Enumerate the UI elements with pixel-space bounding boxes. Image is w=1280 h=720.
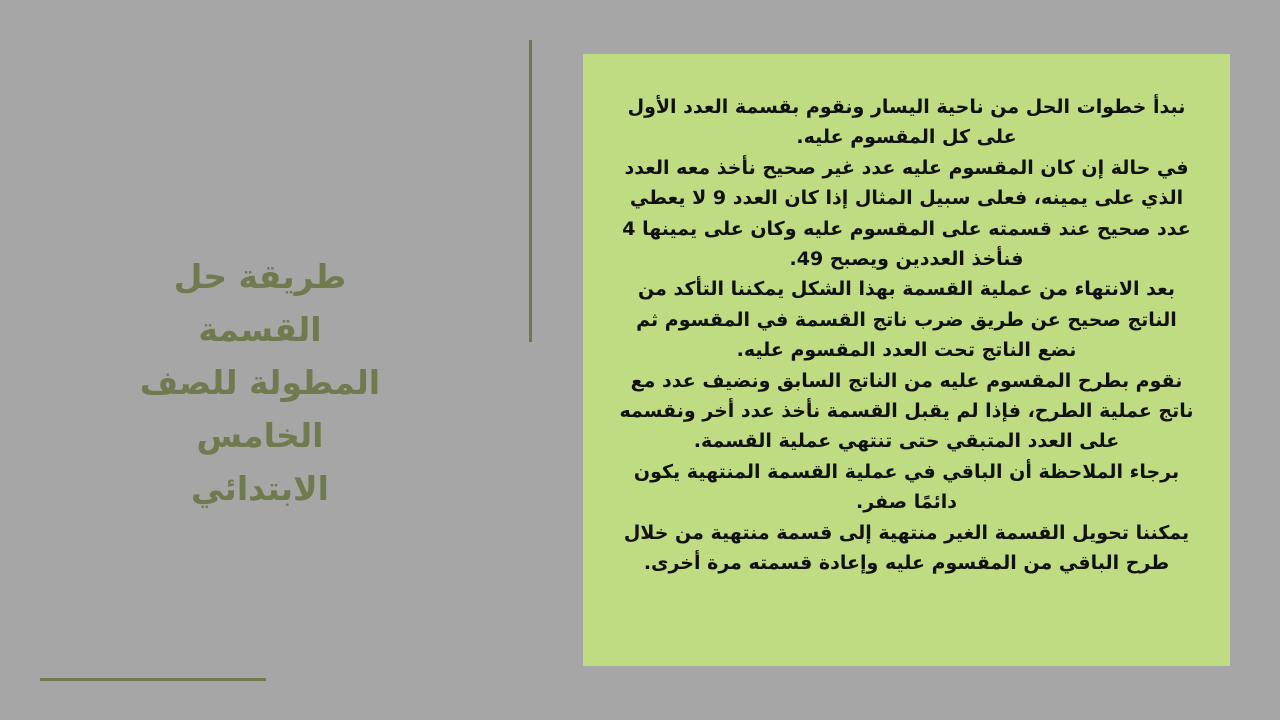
paragraph-1: نبدأ خطوات الحل من ناحية اليسار ونقوم بقسمة العدد الأول على كل المقسوم عليه. — [627, 96, 1186, 149]
title-line-1: طريقة حل — [173, 257, 347, 296]
content-text — [617, 92, 1196, 579]
paragraph-2: في حالة إن كان المقسوم عليه عدد غير صحيح نأخذ معه العدد الذي على يمينه، فعلى سبيل المثال إذا كان العدد 9 لا يعطي عدد صحيح عند قسمته على المقسوم عليه وكان على يمينها 4 فنأخذ العددين ويصبح 49. — [622, 156, 1191, 271]
title-line-4: الخامس — [196, 416, 324, 455]
paragraph-4: نقوم بطرح المقسوم عليه من الناتج السابق ونضيف عدد مع ناتج عملية الطرح، فإذا لم يقبل القسمة نأخذ عدد أخر ونقسمه على العدد المتبقي حتى تنتهي عملية القسمة. — [619, 369, 1194, 453]
slide-title — [110, 250, 410, 515]
paragraph-6: يمكننا تحويل القسمة الغير منتهية إلى قسمة منتهية من خلال طرح الباقي من المقسوم عليه وإعادة قسمته مرة أخرى. — [623, 521, 1190, 575]
title-line-2: القسمة — [198, 310, 322, 349]
paragraph-3: بعد الانتهاء من عملية القسمة بهذا الشكل يمكننا التأكد من الناتج صحيح عن طريق ضرب ناتج القسمة في المقسوم ثم نضع الناتج تحت العدد المقسوم عليه. — [636, 278, 1177, 362]
paragraph-5: برجاء الملاحظة أن الباقي في عملية القسمة المنتهية يكون دائمًا صفر. — [633, 460, 1180, 514]
content-panel — [583, 54, 1230, 666]
title-line-5: الابتدائي — [191, 469, 329, 508]
bottom-divider — [40, 678, 266, 681]
vertical-divider — [529, 40, 532, 342]
title-line-3: المطولة للصف — [139, 363, 381, 402]
